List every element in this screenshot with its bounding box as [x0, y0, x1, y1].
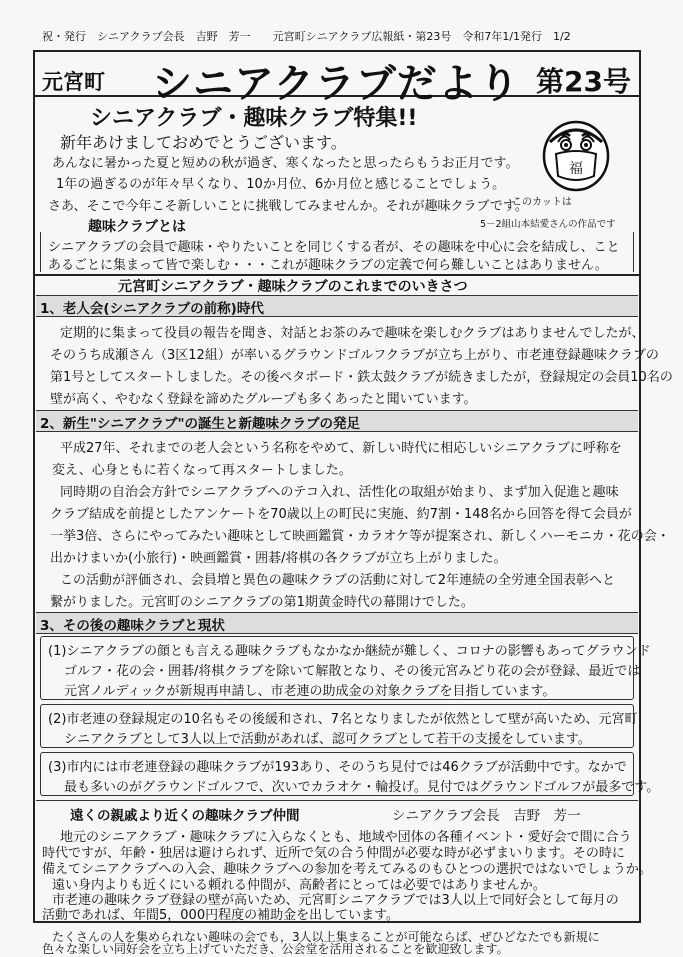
closing-line: 市老連の趣味クラブ登録の壁が高いため、元宮町シニアクラブでは3人以上で同好会として毎月の	[52, 893, 619, 908]
daruma-illustration-icon	[540, 112, 612, 192]
masthead-town: 元宮町	[42, 70, 105, 94]
section-1-line: そのうち成瀬さん（3区12組）が率いるグラウンドゴルフクラブが立ち上がり、市老連登録趣味クラブの	[50, 348, 659, 363]
masthead-issue-number: 第23号	[536, 65, 631, 98]
section-2-line: 変え、心身ともに若くなって再スタートしました。	[52, 463, 352, 478]
history-heading: 元宮町シニアクラブ・趣味クラブのこれまでのいきさつ	[118, 279, 468, 295]
daruma-fuku-label: 福	[569, 161, 583, 177]
intro-line: さあ、そこで今年こそ新しいことに挑戦してみませんか。それが趣味クラブです。	[48, 199, 528, 214]
status-item-line: (2)市老連の登録規定の10名もその後緩和され、7名となりましたが依然として壁が高いため、元宮町	[48, 712, 638, 727]
status-item-line: (1)シニアクラブの顔とも言える趣味クラブもなかなか継続が難しく、コロナの影響もあってグラウンド	[48, 644, 651, 659]
intro-line: あんなに暑かった夏と短めの秋が過ぎ、寒くなったと思ったらもうお正月です。	[52, 156, 519, 171]
status-item-line: 元宮ノルディックが新規再申請し、市老連の助成金の対象クラブを目指しています。	[64, 684, 556, 699]
illustration-credit-author: 5－2組山本結愛さんの作品です	[480, 219, 616, 230]
closing-line: たくさんの人を集められない趣味の会でも，3人以上集まることが可能ならば、ぜひどなたでも新規に	[52, 930, 600, 944]
section-3-title: 3、その後の趣味クラブと現状	[40, 618, 225, 634]
illustration-credit: このカットは	[512, 197, 572, 208]
feature-title: シニアクラブ・趣味クラブ特集!!	[90, 106, 418, 131]
closing-line: 色々な楽しい同好会を立ち上げていただき、公会堂を活用されることを歓迎致します。	[42, 942, 509, 956]
section-2-line: 平成27年、それまでの老人会という名称をやめて、新しい時代に相応しいシニアクラブに呼称を	[60, 441, 622, 456]
section-1-line: 定期的に集まって役員の報告を聞き、対話とお茶のみで趣味を楽しむクラブはありませんでしたが、	[60, 326, 645, 341]
closing-author: シニアクラブ会長 吉野 芳一	[392, 808, 581, 824]
section-2-line: 同時期の自治会方針でシニアクラブへのテコ入れ、活性化の取組が始まり、まず加入促進と趣味	[60, 485, 619, 500]
section-2-line: この活動が評価され、会員増と異色の趣味クラブの活動に対して2年連続の全労連全国表彰へと	[60, 573, 616, 588]
masthead-title: シニアクラブだより	[152, 61, 520, 107]
closing-line: 備えてシニアクラブへの入会、趣味クラブへの参加を考えてみるのもひとつの選択ではないでしょうか。	[42, 862, 652, 877]
section-2-line: 一挙3倍、さらにやってみたい趣味として映画鑑賞・カラオケ等が提案され、新しくハーモニカ・花の会・	[50, 529, 670, 544]
status-item-line: ゴルフ・花の会・囲碁/将棋クラブを除いて解散となり、その後元宮みどり花の会が登録、最近では	[64, 664, 641, 679]
status-item-line: 最も多いのがグラウンドゴルフで、次いでカラオケ・輪投げ。見付ではグラウンドゴルフが最多です。	[64, 780, 660, 795]
hobby-definition-line: シニアクラブの会員で趣味・やりたいことを同じくする者が、その趣味を中心に会を結成し、こと	[48, 240, 620, 255]
closing-title: 遠くの親戚より近くの趣味クラブ仲間	[70, 808, 300, 824]
closing-line: 時代ですが、年齢・独居は避けられず、近所で気の合う仲間が必要な時が必ずまいります。その時に	[42, 846, 625, 861]
hobby-club-heading: 趣味クラブとは	[88, 219, 186, 235]
status-item-line: (3)市内には市老連登録の趣味クラブが193あり、そのうち見付では46クラブが活動中です。なかで	[48, 760, 627, 775]
section-2-line: クラブ結成を前提としたアンケートを70歳以上の町民に実施、約7割・148名から回答を得て会員が	[50, 507, 632, 522]
section-1-line: 壁が高く、やむなく登録を諦めたグループも多くあったと聞いています。	[50, 392, 477, 407]
hobby-definition-line: あるごとに集まって皆で楽しむ・・・これが趣味クラブの定義で何ら難しいことはありません。	[48, 258, 608, 273]
closing-line: 活動であれば、年間5，000円程度の補助金を出しています。	[42, 908, 400, 923]
section-1-line: 第1号としてスタートしました。その後ペタボード・鉄太鼓クラブが続きましたが，登録規定の会員10名の	[50, 370, 673, 385]
status-item-line: シニアクラブとして3人以上で活動があれば、認可クラブとして若干の支援をしています。	[64, 732, 591, 747]
section-2-line: 繋がりました。元宮町のシニアクラブの第1期黄金時代の幕開けでした。	[50, 595, 474, 610]
new-year-greeting: 新年あけましておめでとうございます。	[60, 133, 347, 152]
section-2-title: 2、新生"シニアクラブ"の誕生と新趣味クラブの発足	[40, 416, 361, 432]
section-2-line: 出かけまいか(小旅行)・映画鑑賞・囲碁/将棋の各クラブが立ち上がりました。	[50, 551, 507, 566]
closing-line: 地元のシニアクラブ・趣味クラブに入らなくとも、地域や団体の各種イベント・愛好会で間に合う	[60, 830, 632, 845]
issue-header-line: 祝・発行 シニアクラブ会長 吉野 芳一 元宮町シニアクラブ広報紙・第23号 令和7年1/1発行 1/2	[42, 30, 571, 43]
section-1-title: 1、老人会(シニアクラブの前称)時代	[40, 301, 264, 317]
closing-line: 遠い身内よりも近くにいる頼れる仲間が、高齢者にとっては必要ではありませんか。	[52, 878, 546, 893]
intro-line: 1年の過ぎるのが年々早くなり、10か月位、6か月位と感じることでしょう。	[56, 177, 506, 192]
